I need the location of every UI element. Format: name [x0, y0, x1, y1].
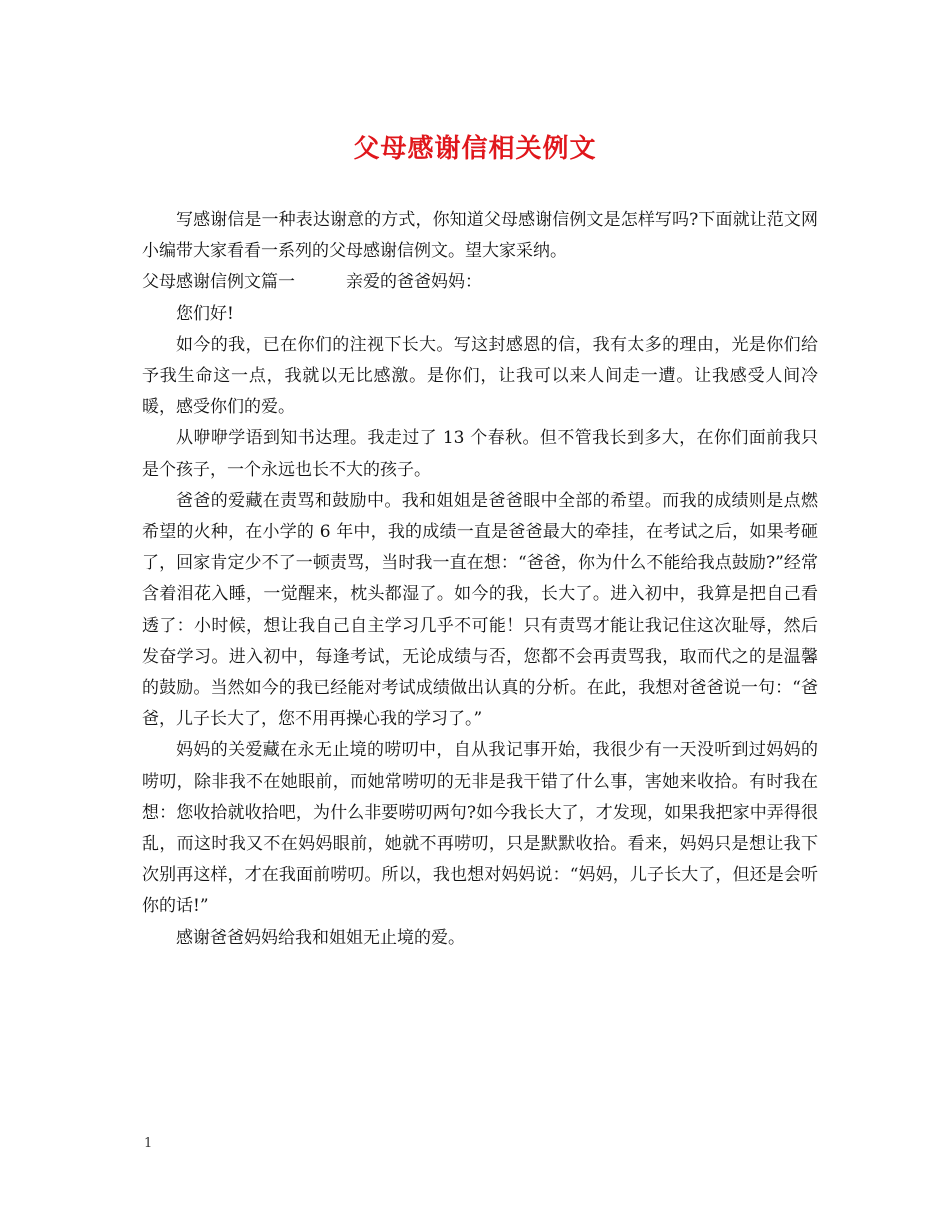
- body-paragraph: 爸爸的爱藏在责骂和鼓励中。我和姐姐是爸爸眼中全部的希望。而我的成绩则是点燃希望的火种，在小学的 6 年中，我的成绩一直是爸爸最大的牵挂，在考试之后，如果考砸了，回家肯定少不了一顿责骂，当时我一直在想：“爸爸，你为什么不能给我点鼓励?”经常含着泪花入睡，一觉醒来，枕头都湿了。如今的我，长大了。进入初中，我算是把自己看透了：小时候，想让我自己自主学习几乎不可能！只有责骂才能让我记住这次耻辱，然后发奋学习。进入初中，每逢考试，无论成绩与否，您都不会再责骂我，取而代之的是温馨的鼓励。当然如今的我已经能对考试成绩做出认真的分析。在此，我想对爸爸说一句：“爸爸，儿子长大了，您不用再操心我的学习了。”: [142, 490, 818, 730]
- document-title: 父母感谢信相关例文: [353, 134, 597, 164]
- body-paragraph: 如今的我，已在你们的注视下长大。写这封感恩的信，我有太多的理由，光是你们给予我生命这一点，我就以无比感激。是你们，让我可以来人间走一遭。让我感受人间冷暖，感受你们的爱。: [142, 334, 818, 418]
- intro-paragraph: 写感谢信是一种表达谢意的方式，你知道父母感谢信例文是怎样写吗?下面就让范文网小编带大家看看一系列的父母感谢信例文。望大家采纳。: [142, 210, 818, 262]
- section-heading-greeting: 父母感谢信例文篇一 亲爱的爸爸妈妈：: [142, 272, 482, 293]
- body-paragraph: 从咿咿学语到知书达理。我走过了 13 个春秋。但不管我长到多大，在你们面前我只是个孩子，一个永远也长不大的孩子。: [142, 428, 818, 480]
- closing-paragraph: 感谢爸爸妈妈给我和姐姐无止境的爱。: [176, 927, 465, 948]
- page-number: 1: [144, 1136, 153, 1151]
- body-paragraph: 妈妈的关爱藏在永无止境的唠叨中，自从我记事开始，我很少有一天没听到过妈妈的唠叨，除非我不在她眼前，而她常唠叨的无非是我干错了什么事，害她来收拾。有时我在想：您收拾就收拾吧，为什么非要唠叨两句?如今我长大了，才发现，如果我把家中弄得很乱，而这时我又不在妈妈眼前，她就不再唠叨，只是默默收拾。看来，妈妈只是想让我下次别再这样，才在我面前唠叨。所以，我也想对妈妈说：“妈妈，儿子长大了，但还是会听你的话!”: [142, 740, 818, 917]
- salutation-paragraph: 您们好!: [176, 303, 234, 324]
- document-body: [142, 205, 818, 954]
